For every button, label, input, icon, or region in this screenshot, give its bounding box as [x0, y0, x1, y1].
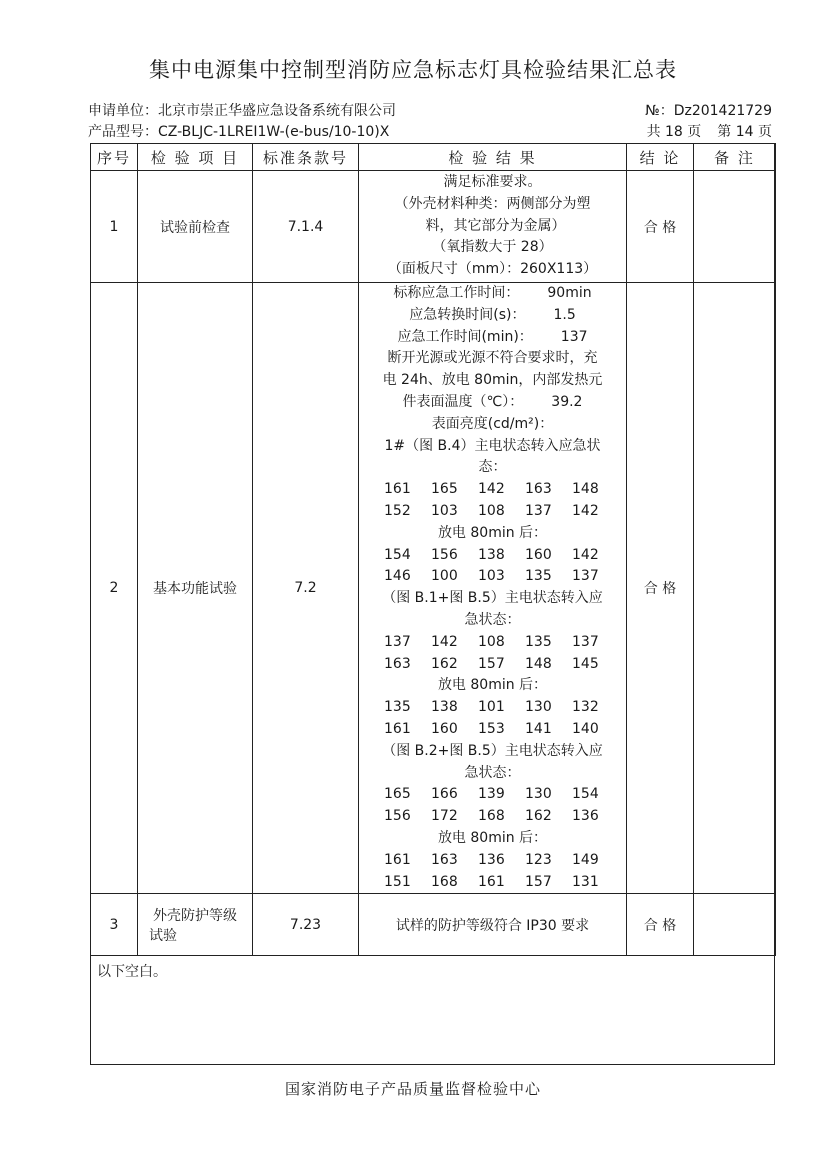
row-clause: 7.2	[253, 283, 359, 894]
value-row: 156 172 168 162 136	[384, 808, 599, 825]
table-row	[91, 283, 776, 894]
row-item: 基本功能试验	[138, 283, 253, 894]
result-line: 表面亮度(cd/m²)：	[431, 415, 554, 432]
result-line: （图 B.2+图 B.5）主电状态转入应	[382, 742, 603, 759]
page-info	[631, 121, 772, 141]
row-remark	[694, 171, 776, 283]
row-item	[138, 894, 253, 956]
row-no: 2	[91, 283, 138, 894]
result-line: 放电 80min 后：	[437, 524, 548, 541]
result-line: （图 B.1+图 B.5）主电状态转入应	[382, 590, 603, 607]
result-line: （外壳材料种类：两侧部分为塑	[394, 195, 591, 212]
value-row: 151 168 161 157 131	[384, 873, 599, 890]
row-remark	[694, 283, 776, 894]
row-item: 试验前检查	[138, 171, 253, 283]
row-clause: 7.1.4	[253, 171, 359, 283]
col-header-conclusion: 结 论	[627, 144, 694, 171]
row-conclusion: 合 格	[627, 171, 694, 283]
col-header-no: 序号	[91, 144, 138, 171]
table-row	[91, 171, 776, 283]
row-clause: 7.23	[253, 894, 359, 956]
col-header-item: 检 验 项 目	[138, 144, 253, 171]
result-line: 急状态：	[464, 764, 521, 781]
value-row: 152 103 108 137 142	[384, 502, 599, 519]
result-line: 应急工作时间(min)： 137	[397, 328, 588, 345]
row-item-line: 外壳防护等级	[153, 907, 237, 924]
row-result	[359, 171, 627, 283]
value-row: 161 165 142 163 148	[384, 481, 599, 498]
result-line: 态：	[478, 459, 507, 476]
document-title: 集中电源集中控制型消防应急标志灯具检验结果汇总表	[149, 58, 677, 82]
total-pages: 共 18 页	[646, 124, 702, 140]
result-line: 料，其它部分为金属）	[425, 217, 566, 234]
value-row: 154 156 138 160 142	[384, 546, 599, 563]
result-line: （面板尺寸（mm）：260X113）	[387, 261, 598, 278]
result-line: （氧指数大于 28）	[432, 239, 553, 256]
row-conclusion: 合 格	[627, 283, 694, 894]
result-line: 放电 80min 后：	[437, 829, 548, 846]
result-line: 1#（图 B.4）主电状态转入应急状	[384, 437, 601, 454]
row-result	[359, 283, 627, 894]
row-conclusion: 合 格	[627, 894, 694, 956]
product-model: 产品型号：CZ-BLJC-1LREⅠ1W-(e-bus/10-10)X	[88, 124, 390, 140]
col-header-clause: 标准条款号	[253, 144, 359, 171]
col-header-remark: 备 注	[694, 144, 776, 171]
footer-organization: 国家消防电子产品质量监督检验中心	[284, 1080, 541, 1098]
value-row: 161 160 153 141 140	[384, 720, 599, 737]
result-line: 标称应急工作时间： 90min	[393, 285, 592, 301]
blank-note: 以下空白。	[97, 964, 167, 980]
value-row: 161 163 136 123 149	[384, 851, 599, 868]
result-line: 断开光源或光源不符合要求时，充	[387, 350, 598, 367]
result-line: 应急转换时间(s)： 1.5	[409, 306, 576, 323]
row-remark	[694, 894, 776, 956]
report-number: №：Dz201421729	[645, 103, 772, 119]
row-item-line: 试验	[149, 927, 177, 944]
table-header-row	[91, 144, 776, 171]
row-no: 3	[91, 894, 138, 956]
value-row: 135 138 101 130 132	[384, 699, 599, 716]
col-header-result: 检 验 结 果	[359, 144, 627, 171]
row-result: 试样的防护等级符合 IP30 要求	[359, 894, 627, 956]
applicant: 申请单位：北京市崇正华盛应急设备系统有限公司	[88, 103, 396, 119]
results-table	[90, 143, 776, 956]
result-line: 满足标准要求。	[443, 174, 542, 190]
value-row: 137 142 108 135 137	[384, 633, 599, 650]
result-line: 电 24h、放电 80min，内部发热元	[382, 372, 603, 389]
value-row: 165 166 139 130 154	[384, 786, 599, 803]
result-line: 件表面温度（℃）： 39.2	[402, 393, 583, 410]
page-number: 第 14 页	[717, 124, 772, 140]
result-line: 急状态：	[464, 611, 521, 628]
value-row: 146 100 103 135 137	[384, 568, 599, 585]
table-row	[91, 894, 776, 956]
result-line: 放电 80min 后：	[437, 677, 548, 694]
value-row: 163 162 157 148 145	[384, 655, 599, 672]
row-no: 1	[91, 171, 138, 283]
